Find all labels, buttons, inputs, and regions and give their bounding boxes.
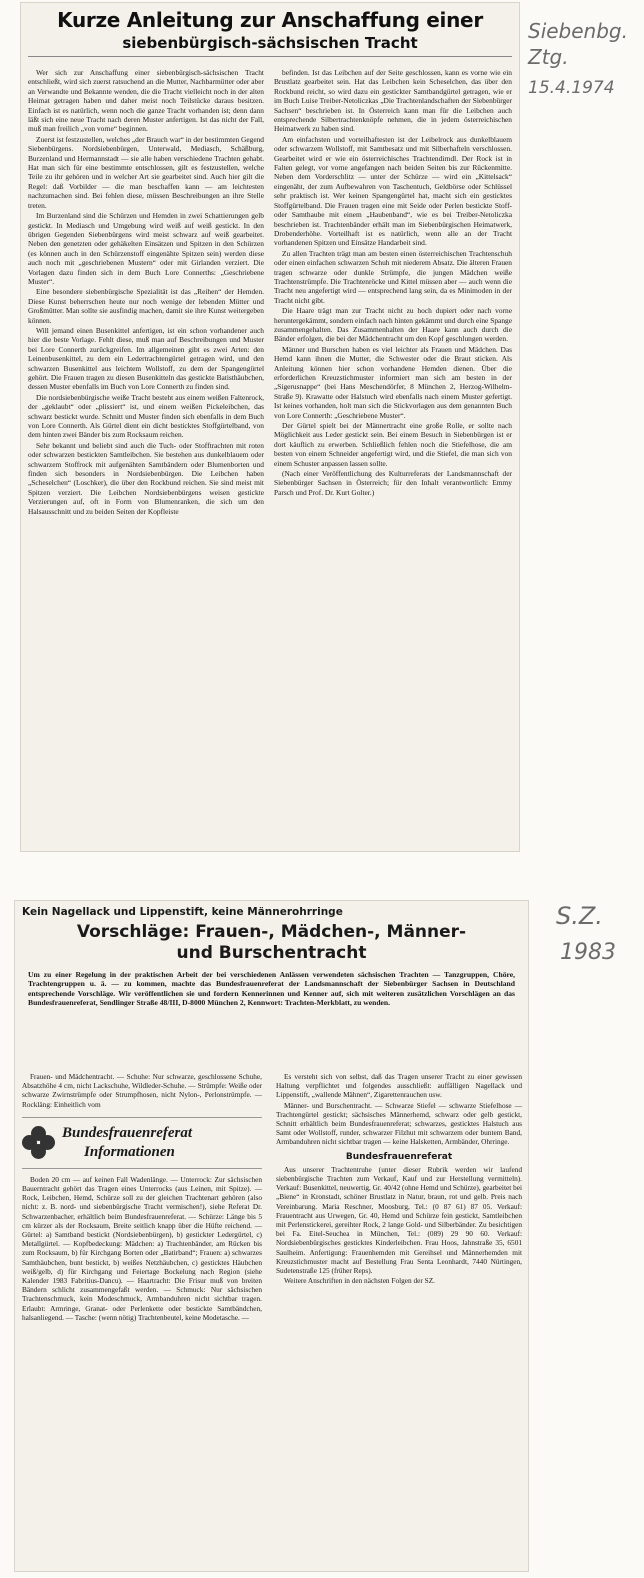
paragraph: Männer- und Burschentracht. — Schwarze Stiefel — schwarze Stiefelhose — Trachtengürtel gestickt; sächsisches Männerhemd, schwarz oder gelb gestickt, Schnitt erhältlich beim Bundesfrauenreferat; schwarzes, gesticktes Halstuch aus Samt oder Wollstoff, runder, schwarzer Filzhut mit schwarzem oder buntem Band, Armbanduhren nicht sichtbar tragen — keine Halsketten, Armbänder, Ohrringe. xyxy=(276,1100,522,1147)
paragraph: Es versteht sich von selbst, daß das Tragen unserer Tracht zu einer gewissen Haltung verpflichtet und folgendes ausschließt: auffälligen Nagellack und Lippenstift, „wallende Mähnen“, Zigarettenrauchen usw. xyxy=(276,1072,522,1100)
paragraph: Frauen- und Mädchentracht. — Schuhe: Nur schwarze, geschlossene Schuhe, Absatzhöhe 4 cm, nicht Lackschuhe, Wildleder-Schuhe. — Strümpfe: Weiße oder schwarze Zwirnstrümpfe oder Strumpfhosen, nicht Nylon-, Perlonstrümpfe. — Rockläng: Einheitlich vom xyxy=(22,1072,262,1109)
paragraph: Zu allen Trachten trägt man am besten einen österreichischen Trachtenschuh oder einen einfachen schwarzen Schuh mit niederem Absatz. Die älteren Frauen tragen schwarze oder dunkle Strümpfe, die jungen Mädchen weiße Trachtenstrümpfe. Die Trachtenröcke und Kittel müssen aber — auch wenn die Tracht neu angefertigt wird — entsprechend lang sein, da es Minimoden in der Tracht nicht gibt. xyxy=(274,248,512,305)
paragraph: Der Gürtel spielt bei der Männertracht eine große Rolle, er sollte nach Möglichkeit aus Leder gestickt sein. Bei einem Besuch in Siebenbürgen ist er dort käuflich zu erwerben. Schließlich fehlen noch die Stiefelhose, die am besten von einem Schneider angefertigt wird, und die Stiefel, die man sich von einem Schuster anpassen lassen sollte. xyxy=(274,421,512,468)
article-column-left xyxy=(28,68,264,517)
paragraph: befinden. Ist das Leibchen auf der Seite geschlossen, kann es vorne wie ein Brustlatz gearbeitet sein. Hat das Leibchen kein Scheselchen, das über den Rockbund reicht, so wird dazu ein gestickter Samtbandgürtel getragen, wie er im Buch Luise Treiber-Netoliczkas „Die Trachtenlandschaften der Siebenbürger Sachsen“ beschrieben ist. In Österreich kann man für die Leibchen auch entsprechende Silbertrachtenknöpfe nehmen, die in jedem österreichischen Heimatwerk zu haben sind. xyxy=(274,68,512,134)
clover-icon xyxy=(22,1126,56,1160)
paragraph: Boden 20 cm — auf keinen Fall Wadenlänge. — Unterrock: Zur sächsischen Bauerntracht gehört das Tragen eines Unterrocks (aus Leinen, mit Spitze). — Rock, Leibchen, Hemd, Schürze soll zu der gleichen Trachtenart gehören (also nicht: z. B. nord- und siebenbürgische Tracht vermischen!), siehe Referat Dr. Schwarzenbacher, erhältlich beim Bundesfrauenreferat. — Schürze: Länge bis 5 cm kürzer als der Rocksaum, Breite seitlich knapp über die Hüfte reichend. — Gürtel: a) Samtband bestickt (Nordsiebenbürgen), b) gestickter Ledergürtel, c) Metallgürtel. — Kopfbedeckung: Mädchen: a) Trachtenbänder, am Rücken bis zum Rocksaum, b) für Kirchgang Borten oder „Batirband“; Frauen: a) schwarzes Samthäubchen, bunt bestickt, b) weißes Netzhäubchen, c) gesticktes Häubchen weiß/gelb, d) für Kirchgang und Feiertage Bockelung nach Region (siehe Kalender 1983 Fabritius-Dancu). — Haartracht: Die Frisur muß von breiten Bändern schlicht zusammengefaßt werden. — Schmuck: Nur sächsischen Trachtenschmuck, kein Modeschmuck, Armbanduhren nicht sichtbar tragen. Erlaubt: Armringe, Granat- oder Perlenkette oder bestickte Samtbändchen, halsanliegend. — Tasche: (wenn nötig) Trachtenbeutel, keine Modetasche. — xyxy=(22,1174,262,1322)
handwritten-source-top: Siebenbg. Ztg. xyxy=(528,19,628,69)
paragraph: Aus unserer Trachtentruhe (unter dieser Rubrik werden wir laufend siebenbürgische Trachten zum Verkauf, Kauf und zur Herstellung vermitteln). Verkauf: Busenkittel, neuwertig, Gr. 40/42 (ohne Hemd und Schürze), gearbeitet bei „Biene“ in Kronstadt, schöner Brustlatz in Natur, braun, rot und gelb. Preis nach Vereinbarung. Maria Reschner, Moosburg, Tel.: (0 87 61) 87 05. Verkauf: Frauentracht aus Urwegen, Gr. 40, Hemd und Schürze fein gestickt, Samtleibchen mit Perlenstickerei, gereihter Rock, 2 lange Gold- und Silberbänder. Zu besichtigen bei Fa. Eitel-Seuchea in München, Tel.: (089) 29 90 60. Verkauf: Nordsiebenbürgisches gesticktes Kinderleibchen. Frau Hoos, Jahnstraße 35, 6501 Saulheim. Anfertigung: Frauenhemden mit Gereihsel und Männerhemden mit Kreuzstichmuster macht auf Bestellung Frau Senta Leonhardt, 7440 Nürtingen, Sudetenstraße 125 (früher Reps). xyxy=(276,1164,522,1276)
handwritten-year-bottom: 1983 xyxy=(560,940,616,965)
paragraph: Will jemand einen Busenkittel anfertigen, ist ein schon vorhandener auch hier die beste Vorlage. Fehlt diese, muß man auf Beschreibungen und Muster bei Lore Connerth zurückgreifen. Im allgemeinen gibt es zwei Arten: den Leinenbusenkittel, zu dem ein Ledertrachtengürtel getragen wird, und den schwarzen Busenkittel aus leichtem Wollstoff, zu dem der Spangengürtel gehört. Die Frauen tragen zu diesen Busenkitteln das gestickte Batisthäubchen, dessen Muster ebenfalls im Buch von Lore Connerth zu finden sind. xyxy=(28,325,264,392)
divider xyxy=(28,56,512,57)
handwritten-source-bottom: S.Z. xyxy=(556,902,603,930)
article-column-right xyxy=(274,68,512,498)
paragraph: Zuerst ist festzustellen, welches „der Brauch war“ in der bestimmten Gegend Siebenbürgens. Nordsiebenbürgen, Unterwald, Mediasch, Schäßburg, Burzenland und Hermannstadt — sie alle haben verschiedene Trachten gehabt. Hat man sich für eine bestimmte entschlossen, gilt es festzustellen, welche Teile zu ihr gehören und in welcher Art sie gearbeitet sind. Auch hier gilt die Regel: daß Vorbilder — die man beschaffen kann — am leichtesten nachzumachen sind. Bei fehlen diese, müssen Beschreibungen an ihre Stelle treten. xyxy=(28,134,265,210)
paragraph: Die Haare trägt man zur Tracht nicht zu hoch dupiert oder nach vorne heruntergekämmt, sondern einfach nach hinten gekämmt und durch eine Spange zusammengehalten. Das Zusammenhalten der Haare kann auch durch die Bänder erfolgen, die bei der Mädchentracht um den Kopf geschlungen werden. xyxy=(274,306,512,344)
paragraph: Weitere Anschriften in den nächsten Folgen der SZ. xyxy=(284,1276,435,1286)
paragraph: Am einfachsten und vorteilhaftesten ist der Leibelrock aus dunkelblauem oder schwarzem Wollstoff, mit Samtbesatz und mit Silberhafteln verschlossen. Gearbeitet wird er wie ein österreichisches Trachtendirndl. Der Rock ist in Falten gelegt, vor vorne angefangen nach beiden Seiten bis zur Rückenmitte. Neben dem Vorderschlitz — unter der Schürze — wird ein „Kittelsack“ eingenäht, der zum Aufbewahren von Taschentuch, Geldbörse oder Schlüssel sehr praktisch ist. Wer keinen Spangengürtel hat, macht sich ein gesticktes Stoffgürtelband. Die Frauen tragen eine mit Seide oder Perlen bestickte Stoff- oder Samthaube mit einem „Haubenband“, wie es bei Treiber-Netoliczka beschrieben ist. Trachtenbänder erhält man im Siebenbürgischen Heimatwerk, Drobenderhöhe. Vorteilhaft ist es natürlich, wenn alle an der Tracht vorhandenen Spitzen und Einsätze Handarbeit sind. xyxy=(274,134,512,248)
article-headline: Vorschläge: Frauen-, Mädchen-, Männer- und Burschentracht xyxy=(76,922,467,963)
info-title: Bundesfrauenreferat xyxy=(62,1124,193,1141)
paragraph: Männer und Burschen haben es viel leichter als Frauen und Mädchen. Das Hemd kann ihnen die Mutter, die Schwester oder die Braut sticken. Als Anleitung können hier schon vorhandene Hemden dienen. Über die erforderlichen Kreuzstichmuster informiert man sich am besten in der „Sigerusnappe“ (bei Hans Meschendörfer, 8 München 2, Herzog-Wilhelm-Straße 9). Krawatte oder Halstuch wird ebenfalls nach einem Muster gefertigt. Ist keines vorhanden, holt man sich die Stickvorlagen aus dem genannten Buch von Lore Connerth: „Geschriebene Muster“. xyxy=(274,344,512,420)
paragraph: (Nach einer Veröffentlichung des Kulturreferats der Landsmannschaft der Siebenbürger Sachsen in Österreich; für den Inhalt verantwortlich: Emmy Parsch und Prof. Dr. Kurt Golter.) xyxy=(274,469,512,497)
info-logo-box xyxy=(22,1117,262,1169)
paragraph: Sehr bekannt und beliebt sind auch die Tuch- oder Stofftrachten mit roten oder schwarzen bestickten Samtleibchen. Sie bestehen aus dunkelblauem oder schwarzem Stoffrock mit aufgenähten Samtbändern oder Blumenborten und finden sich besonders in Nordsiebenbürgen. Die Leibchen haben „Scheselchen“ (Loschker), die über den Rockbund reichen. Sie sind meist mit Spitzen verziert. Die Leibchen Nordsiebenbürgens weisen gestickte Verzierungen auf, oft in Form von Blumenranken, die sich um den Halsausschnitt und zu beiden Seiten der Kopfleiste xyxy=(28,440,264,516)
article-column-right xyxy=(276,1072,522,1286)
paragraph: Wer sich zur Anschaffung einer siebenbürgisch-sächsischen Tracht entschließt, wird sich zuerst ratsuchend an die Mutter, Nachbarmütter oder aber an Verwandte und Bekannte wenden, die die Tracht vielleicht noch in der alten Heimat getragen haben und daher meist noch Teilstücke daraus besitzen. Einfach ist es natürlich, wenn noch die ganze Tracht vorhanden ist; denn dann läßt sich eine neue Tracht nach deren Muster anfertigen. Ist das nicht der Fall, muß man freilich „von vorne“ beginnen. xyxy=(28,68,264,134)
handwritten-date-top: 15.4.1974 xyxy=(528,78,615,98)
article-column-left xyxy=(22,1072,262,1323)
article-subheadline: siebenbürgisch-sächsischen Tracht xyxy=(122,34,418,52)
info-subtitle: Informationen xyxy=(84,1143,175,1160)
newspaper-clipping-1 xyxy=(20,2,520,852)
paragraph: Im Burzenland sind die Schürzen und Hemden in zwei Schattierungen gelb gestickt. In Mediasch und Umgebung wird weiß auf weiß gestickt. In den übrigen Gegenden Siebenbürgens wird meist schwarz auf weiß gearbeitet. Neben den genetzten oder gehäkelten Einsätzen und Spitzen in den Schürzen (es können auch in den Schürzenstoff eingenähte Spitzen sein) werden diese auch noch mit „geschriebenen Mustern“ oder mit Girlanden verziert. Die Vorlagen dazu finden sich in dem Buch Lore Connerths: „Geschriebene Muster“. xyxy=(28,211,264,286)
section-heading: Bundesfrauenreferat xyxy=(345,1151,453,1162)
article-intro: Um zu einer Regelung in der praktischen Arbeit der bei verschiedenen Anlässen verwendeten sächsischen Trachten — Tanzgruppen, Chöre, Trachtengruppen u. ä. — zu kommen, machte das Bundesfrauenreferat der Landsmannschaft der Siebenbürger Sachsen in Deutschland entsprechende Vorschläge. Wir veröffentlichen sie und fordern Kennerinnen und Kenner auf, sich mit weiteren zusätzlichen Vorschlägen an das Bundesfrauenreferat, Sendlinger Straße 48/III, D-8000 München 2, Kennwort: Trachten-Merkblatt, zu wenden. xyxy=(28,970,515,1008)
article-headline: Kurze Anleitung zur Anschaffung einer xyxy=(57,8,483,32)
paragraph: Eine besondere siebenbürgische Spezialität ist das „Reihen“ der Hemden. Diese Kunst beherrschen heute nur noch wenige der lebenden Mütter und Großmütter. Man sollte sie ausfindig machen, damit sie ihre Kunst weitergeben können. xyxy=(28,287,264,325)
newspaper-clipping-2 xyxy=(14,900,529,1572)
article-kicker: Kein Nagellack und Lippenstift, keine Männerohrringe xyxy=(22,906,343,918)
paragraph: Die nordsiebenbürgische weiße Tracht besteht aus einem weißen Faltenrock, der „geklaubt“ oder „plissiert“ ist, und einem weißen Pickeleibchen, das schwarz bestickt wurde. Schnitt und Muster finden sich ebenfalls in dem Buch von Lore Connerth. Als Gürtel dient ein dicht besticktes Stoffgürtelband, von dem hinten zwei Bänder bis zum Rocksaum reichen. xyxy=(28,392,264,440)
